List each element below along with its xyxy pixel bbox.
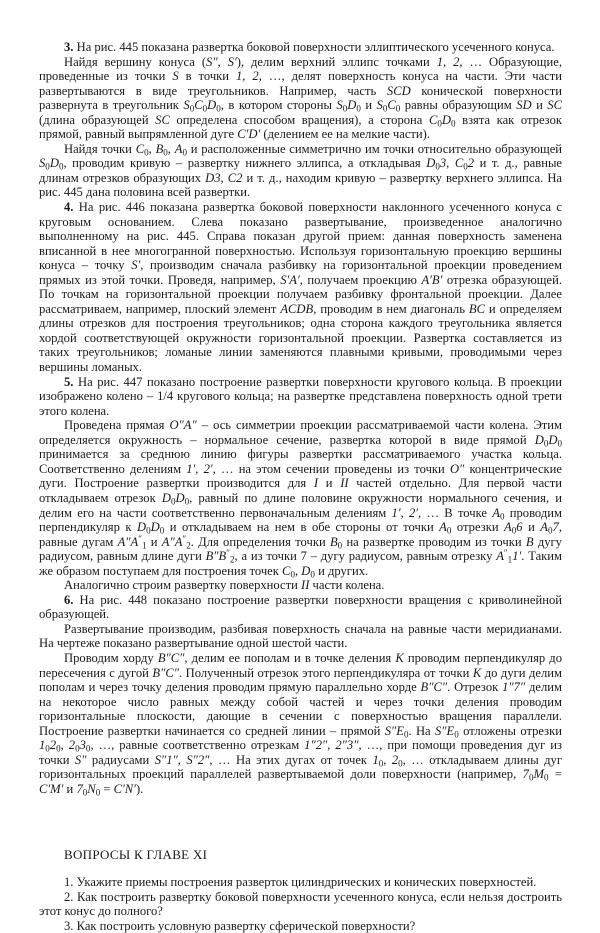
math-run: M [533,767,544,782]
text-run: . Полученный отрезок этого перпендикуляра от точки [178,665,473,680]
math-run: N [87,781,96,796]
math-run: ″ [226,548,231,559]
math-run: 0 [56,743,61,754]
text-run: и [318,476,341,491]
math-run: SC [155,112,170,127]
text-run: , в котором стороны [220,98,337,113]
paragraph [39,375,562,419]
math-run: 3 [439,156,447,171]
text-run: Проводим хорду [64,650,158,665]
text-run: и расположенные симметрично им точки относительно образующей [186,141,563,156]
text-run: и [522,520,541,535]
text-run: Аналогично строим развертку поверхности [64,578,302,593]
text-run: равны образующим [400,98,517,113]
math-run: 7 [552,520,559,535]
paragraph [39,622,562,651]
text-run: , [220,170,228,185]
math-run: 0 [159,525,165,536]
math-run: A [504,520,512,535]
text-run: . Таким же образом поступаем для построения точек [39,549,562,578]
math-run: 0 [446,525,452,536]
math-run: SD [516,98,532,113]
text-run: , проводим в нем диагональ [313,301,469,316]
text-run: проводим перпендикуляр до пересечения с дугой [39,650,562,680]
math-run: A″A [161,534,183,549]
math-run: D [301,563,311,578]
math-run: 0 [184,496,190,507]
math-run: 0 [82,787,88,798]
math-run: 0 [342,103,348,114]
text-run: На рис. 447 показано построение развертки поверхности кругового кольца. В проекции изображено колено – 1/4 кругового кольца; на развертке представлена поверхность одной трети этого колена. [39,374,562,418]
text-run: и определяем длины отрезков для построения треугольников; одна сторона каждого треугольника является хордой соответствующей окружности горизонтальной проекции. Развертка составляется из таких треугольников; ломаные линии заменяются плавными кривыми, проводимыми через вершины ломаных. [39,301,562,375]
math-run: 0 [202,103,208,114]
math-run: 0 [557,438,562,449]
math-run: 0 [398,758,403,769]
math-run: S [183,98,190,113]
math-run: D [49,156,59,171]
math-run: 0 [463,161,468,172]
math-run: SC [547,98,562,113]
text-run: , делим ее пополам и в точке деления [184,650,396,665]
math-run: S″E [434,723,455,738]
math-run: C [282,563,291,578]
text-run: и [63,781,77,796]
text-run: части колена. [309,578,385,593]
text-run: , [148,141,156,156]
text-run: … Образующие, проведенные из точки [39,54,562,84]
paragraph [39,200,562,375]
text-run: На рис. 445 показана развертка боковой поверхности эллиптического усеченного конуса. [73,40,555,54]
text-run: проводим перпендикуляр к [39,505,562,535]
math-run: 0 [499,511,505,522]
text-run: , …, при помощи проведения дуг из точки [39,738,563,767]
math-run: D [150,520,160,535]
text-run: , [60,738,69,753]
text-run: (делением ее на мелкие части). [260,127,431,142]
text-run: , равный по длине половине окружности нормального сечения, и делим его на части соответственно первоначальным делениям [39,490,562,520]
text-run: отложены отрезки [458,723,562,738]
math-run: 1′, 2′, [186,461,216,476]
math-run: B″C″ [152,665,179,680]
text-run: в точки [178,69,236,84]
math-run: C [387,98,396,113]
math-run: A [174,141,183,156]
math-run: 0 [45,161,50,172]
text-run: … В точке [421,505,493,520]
text-run: , …, равные соответственно отрезкам [90,738,305,753]
math-run: 0 [95,787,101,798]
text-run: делим на некоторое число равных между собой частей и через точки деления проводим горизонтальные плоскости, дающие в сечении с поверхностью вращения параллели. Построение развертки начинается со средней линии – прямой [39,680,563,738]
math-run: D [548,432,558,447]
questions-list [39,875,562,933]
text-run: и других. [314,563,369,578]
text-run: , производим сначала разбивку на горизонтальной проекции проведением прямых из этой точки. Проведя, например, [39,258,562,287]
math-run: B″C″ [420,680,448,695]
math-run: 0 [543,438,549,449]
text-run: и [360,98,377,113]
math-run: 0 [163,147,168,158]
math-run: S [39,156,46,171]
math-run: S′A′ [280,272,300,287]
text-run: и т. д., находим кривую – развертку верхнего эллипса. На рис. 445 дана половина всей развертки. [39,170,563,200]
math-run: 0 [310,569,315,580]
text-run: и откладываем на нем в обе стороны от точки [164,520,440,535]
text-run: на развертке проводим из точки [342,534,526,549]
text-run: = [548,767,562,782]
math-run: 0 [437,118,442,129]
math-run: 0 [454,729,459,740]
item-number: 4. [64,200,74,215]
math-run: 0 [182,147,187,158]
text-run: конической поверхности развернута в треугольник [39,83,562,113]
math-run: II [340,476,349,491]
math-run: 3 [79,738,86,753]
text-run: На рис. 448 показано построение развертки поверхности вращения с криволинейной образующей. [39,592,562,622]
text-run: принимается за среднюю линию фигуры развертки рассматриваемого участка кольца. Соответственно делениям [39,447,562,476]
body-text [39,40,562,796]
paragraph [39,593,562,622]
math-run: 1, 2, [236,69,262,84]
text-run: (длина образующей [39,112,156,127]
text-run: , а из точки 7 – дугу радиусом, равным отрезку [234,549,497,564]
math-run: O″ [449,461,465,476]
math-run: II [301,578,310,593]
math-run: 7 [76,781,83,796]
math-run: D [347,98,357,113]
math-run: 0 [395,103,401,114]
text-run: На рис. 446 показана развертка боковой поверхности наклонного усеченного конуса с круговым основанием. Слева показано развертывание, произведенное аналогично выполненному на рис. 445. Справа показан другой прием: данная поверхность заменена вписанной в нее многогранной поверхностью. Используя горизонтальную проекцию вершины конуса – точку [39,200,562,273]
math-run: ″ [503,548,508,559]
math-run: C [428,112,438,127]
math-run: C′M′ [39,781,64,796]
math-run: S″E [384,723,404,738]
text-run: и [146,534,162,549]
question-item: 3. Как построить условную развертку сферической поверхности? [64,918,416,933]
math-run: 0 [189,103,195,114]
math-run: 0 [511,525,517,536]
math-run: C2 [227,170,243,185]
math-run: 2 [467,156,475,171]
math-run: 0 [85,743,91,754]
section-heading: ВОПРОСЫ К ГЛАВЕ XI [64,847,208,863]
text-run: отрезка образующей. По точкам на горизонтальной проекции получаем разбивку фронтальной проекции. Далее рассматриваем, например, плоский элемент [39,272,562,316]
text-run: до дуги делим пополам и через точку деления проводим прямую параллельно хорде [39,665,562,695]
text-run: , [383,752,392,767]
math-run: 0 [528,772,534,783]
math-run: S″, S′ [206,54,237,69]
math-run: 1′, 2′, [391,505,422,520]
text-run: частей отдельно. Для первой части откладываем отрезок [39,476,562,505]
math-run: 1 [141,540,147,551]
math-run: 0 [75,743,80,754]
math-run: D [137,520,147,535]
math-run: A [439,520,447,535]
math-run: 1 [372,752,379,767]
math-run: D [441,112,452,127]
text-run: . Отрезок [447,680,503,695]
math-run: A [540,520,548,535]
paragraph [39,418,562,578]
math-run: 0 [58,161,64,172]
math-run: BC [468,301,485,316]
math-run: SCD [386,83,411,98]
text-run: . Для определения точки [190,534,330,549]
math-run: 0 [290,569,295,580]
text-run: , [446,156,455,171]
text-run: , [167,141,175,156]
text-run: Найдя вершину конуса ( [64,54,207,69]
paragraph [39,578,562,593]
text-run: радиусами [86,752,155,767]
math-run: B [525,534,534,549]
math-run: A [496,549,504,564]
document-page [39,40,562,933]
text-run: , … откладываем длины дуг горизонтальных проекций параллелей развертываемой доли поверхности (например, [39,752,563,782]
math-run: 2 [49,738,57,753]
math-run: B [155,141,164,156]
text-run: Найдя точки [64,141,136,156]
math-run: D [175,490,185,505]
math-run: 1′ [512,549,522,564]
math-run: D [426,156,436,171]
item-number: 6. [64,592,74,607]
math-run: 0 [337,540,343,551]
math-run: B [329,534,338,549]
math-run: S″ [74,752,87,767]
math-run: ″ [182,533,187,544]
text-run: и т. д., равные длинам отрезков образующих [39,156,562,185]
text-run: , проводим кривую – развертку нижнего эллипса, а откладывая [63,156,427,171]
math-run: B″B [205,549,227,564]
math-run: D [161,490,171,505]
math-run: 0 [378,758,384,769]
text-run: Развертывание производим, разбивая поверхность сначала на равные части меридианами. На чертеже показано развертывание одной шестой части. [39,621,562,651]
math-run: 0 [451,118,456,129]
math-run: S″1″, S″2″ [154,752,210,767]
math-run: I [313,476,319,491]
math-run: 0 [144,147,149,158]
math-run: 0 [548,525,553,536]
math-run: S [336,98,343,113]
math-run: D [207,98,217,113]
math-run: 0 [382,103,388,114]
math-run: 0 [170,496,176,507]
text-run: определена способом вращения), а сторона [169,112,429,127]
text-run: и [531,98,548,113]
math-run: A″A [117,534,139,549]
math-run: S′ [131,258,141,273]
math-run: A′B′ [421,272,443,287]
math-run: 2 [68,738,76,753]
math-run: 6 [516,520,523,535]
text-run: , [294,563,302,578]
math-run: 2 [230,554,235,565]
math-run: O″A″ [169,418,197,433]
math-run: ″ [138,533,142,544]
math-run: D [534,432,544,447]
math-run: C [194,98,203,113]
math-run: 0 [435,161,440,172]
math-run: D3 [205,170,221,185]
text-run: – ось симметрии проекции рассматриваемой части колена. Этим определяется окружность – нормальное сечение, развертка которой в виде прямой [39,418,562,447]
text-run: = [100,781,114,796]
math-run: K [395,650,404,665]
text-run: , получаем проекцию [299,272,422,287]
math-run: B″C″ [157,650,185,665]
math-run: 0 [543,772,549,783]
text-run: Проведена прямая [64,418,170,433]
paragraph [39,651,562,796]
math-run: C [135,141,145,156]
math-run: S [376,98,383,113]
math-run: 1 [39,738,46,753]
text-run: . На [408,723,435,738]
math-run: 0 [356,103,361,114]
text-run: отрезки [451,520,505,535]
math-run: 1″2″, 2″3″ [304,738,359,753]
math-run: S [172,69,179,84]
math-run: 2 [391,752,399,767]
text-run: …, делят поверхность конуса на части. Эти части развертываются в виде треугольников. Например, часть [39,69,562,98]
math-run: C′D′ [237,127,261,142]
math-run: 1 [507,554,513,565]
question-item: 1. Укажите приемы построения разверток цилиндрических и конических поверхностей. [64,874,537,889]
math-run: C [454,156,464,171]
math-run: 0 [146,525,151,536]
text-run: … на этом сечении проведены из точки [215,461,450,476]
item-number: 3. [64,40,74,54]
text-run: дугу радиусом, равным длине дуги [39,534,562,564]
math-run: K [472,665,482,680]
paragraph [39,55,562,142]
paragraph [39,40,562,55]
math-run: ACDB [280,301,314,316]
math-run: 1″7″ [502,680,526,695]
paragraph [39,142,562,200]
text-run: концентрические дуги. Построение развертки производится для [39,461,562,491]
math-run: C′N′ [113,781,136,796]
math-run: 7 [522,767,529,782]
math-run: 1, 2, [436,54,463,69]
math-run: 0 [45,743,50,754]
question-item: 2. Как построить развертку боковой поверхности усеченного конуса, если нельзя достроить этот конус до полного? [39,889,562,919]
text-run: ), делим верхний эллипс точками [236,54,437,69]
math-run: 0 [216,103,221,114]
text-run: , … На этих дугах от точек [209,752,373,767]
text-run: взята как отрезок прямой, равный выпрямленной дуге [39,112,562,142]
math-run: 2 [186,540,191,551]
math-run: A [492,505,500,520]
text-run: , равные дугам [39,520,562,549]
item-number: 5. [64,374,74,389]
text-run: ). [135,781,144,796]
math-run: 0 [403,729,409,740]
